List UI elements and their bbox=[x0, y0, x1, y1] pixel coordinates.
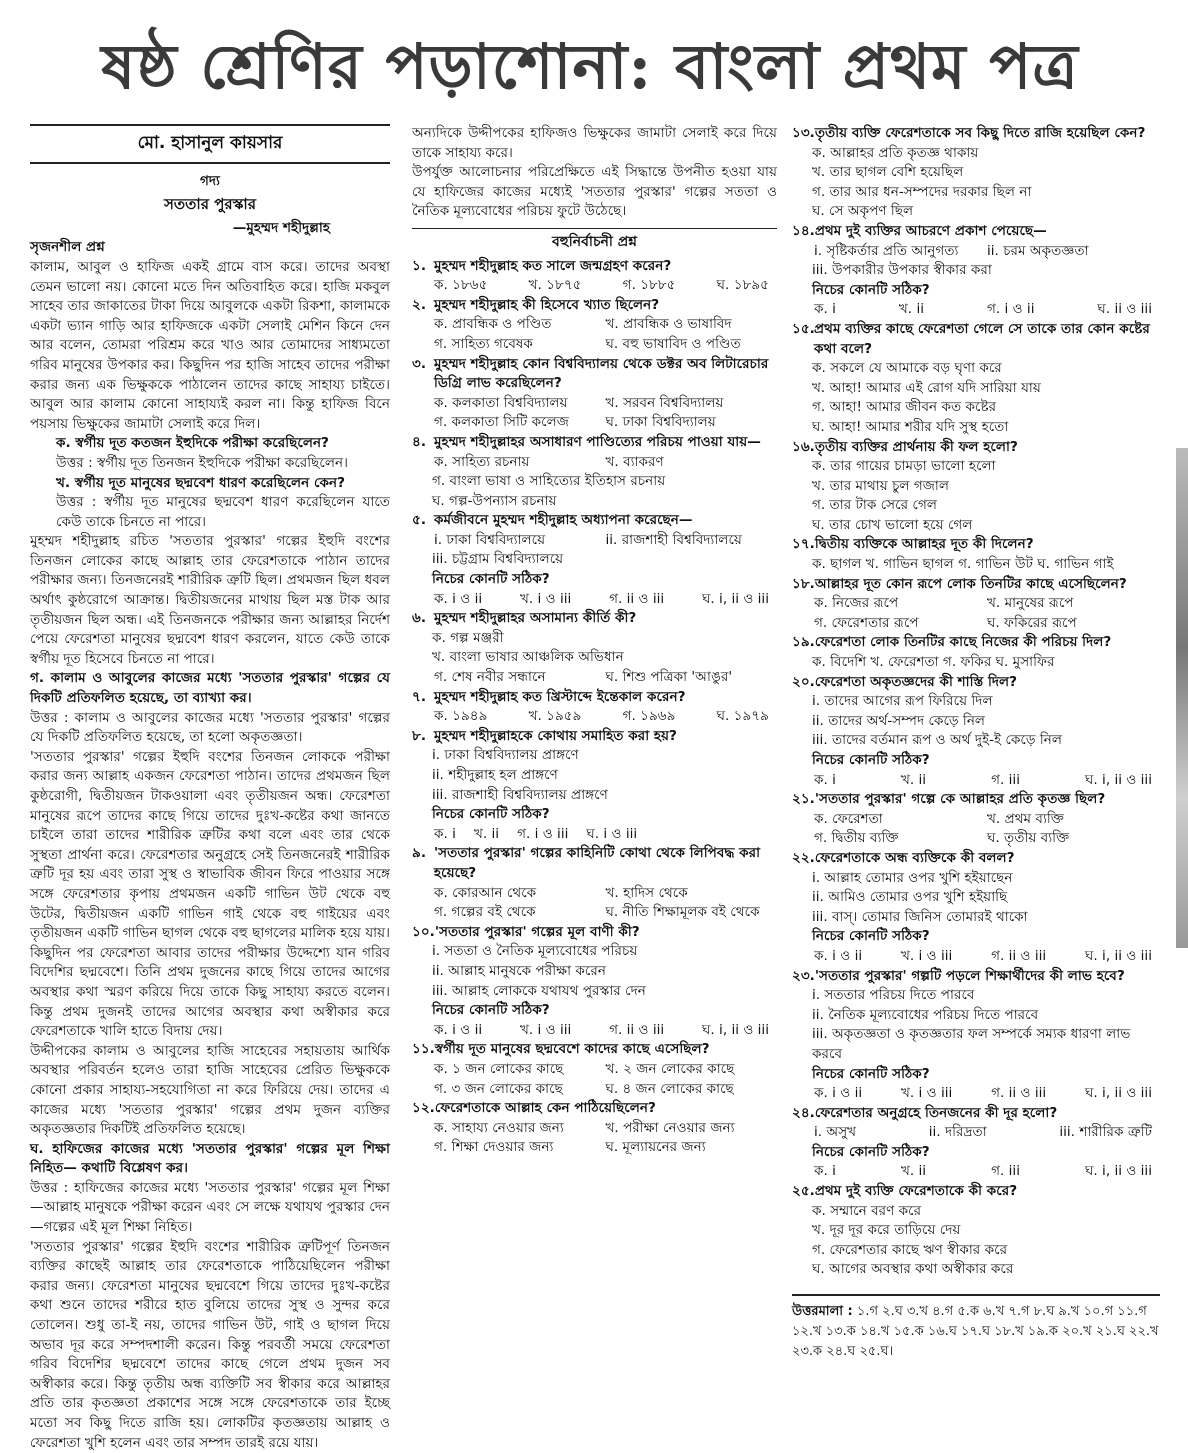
statement: ii. দরিদ্রতা bbox=[928, 1124, 987, 1141]
option: খ. ii bbox=[900, 1163, 927, 1180]
question-gha: ঘ. হাফিজের কাজের মধ্যে 'সততার পুরস্কার' গল্পের মূল শিক্ষা নিহিত— কথাটি বিশ্লেষণ কর। bbox=[30, 1140, 390, 1177]
option: খ. তার ছাগল বেশি হয়েছিল bbox=[812, 164, 964, 181]
option: ক. ১৯৪৯ bbox=[434, 708, 488, 725]
statement: iii. বাস্। তোমার জিনিস তোমারই থাকো bbox=[812, 908, 1028, 925]
question-text: তৃতীয় ব্যক্তির প্রার্থনায় কী ফল হলো? bbox=[814, 438, 1018, 455]
option: ঘ. ঢাকা বিশ্ববিদ্যালয় bbox=[605, 414, 716, 431]
option: ক. সকলে যে আমাকে বড় ঘৃণা করে bbox=[812, 360, 1002, 377]
option: ঘ. মূল্যায়নের জন্য bbox=[605, 1139, 706, 1156]
statement: iii. অকৃতজ্ঞতা ও কৃতজ্ঞতার ফল সম্পর্কে সম্যক ধারণা লাভ করবে bbox=[812, 1026, 1131, 1062]
option: ক. i bbox=[814, 301, 836, 318]
question-text: ফেরেশতা অকৃতজ্ঞদের কী শাস্তি দিল? bbox=[814, 673, 1018, 690]
question-number: ৩. bbox=[412, 355, 427, 372]
mcq-item bbox=[412, 1040, 777, 1099]
statement: i. তাদের আগের রূপ ফিরিয়ে দিল bbox=[812, 693, 993, 710]
question-text: 'সততার পুরস্কার' গল্পের মূল বাণী কী? bbox=[434, 923, 640, 940]
option: গ. iii bbox=[991, 1163, 1020, 1180]
statement: ii. রাজশাহী বিশ্ববিদ্যালয়ে bbox=[605, 531, 742, 548]
option: গ. দ্বিতীয় ব্যক্তি bbox=[814, 830, 899, 847]
option: গ. শেষ নবীর সন্ধানে bbox=[434, 669, 546, 686]
question-number: ১৮. bbox=[792, 575, 815, 592]
option: ঘ. i, ii ও iii bbox=[1085, 771, 1152, 788]
question-text: মুহম্মদ শহীদুল্লাহ কত সালে জন্মগ্রহণ করেন? bbox=[434, 257, 672, 274]
question-number: ২৫. bbox=[792, 1183, 815, 1200]
answer-ga: উত্তর : কালাম ও আবুলের কাজের মধ্যে 'সততার পুরস্কার' গল্পের যে দিকটি প্রতিফলিত হয়েছে, তা হলো অকৃতজ্ঞতা। bbox=[30, 709, 390, 746]
answer-ka: উত্তর : স্বর্গীয় দূত তিনজন ইহুদিকে পরীক্ষা করেছিলেন। bbox=[56, 454, 348, 471]
option: ক. কলকাতা বিশ্ববিদ্যালয় bbox=[434, 394, 568, 411]
question-number: ১৯. bbox=[792, 634, 815, 651]
question-number: ১৫. bbox=[792, 320, 815, 337]
option: ক. ১৮৬৫ bbox=[434, 277, 488, 294]
question-text: 'সততার পুরস্কার' গল্পটি পড়লে শিক্ষার্থীদের কী লাভ হবে? bbox=[814, 967, 1125, 984]
question-number: ১৩. bbox=[792, 125, 815, 141]
option: গ. ১৮৮৫ bbox=[622, 277, 676, 294]
option: ঘ. আগের অবস্থার কথা অস্বীকার করে bbox=[812, 1261, 1014, 1278]
choose-label: নিচের কোনটি সঠিক? bbox=[812, 928, 930, 945]
mcq-item bbox=[792, 849, 1160, 967]
mcq-item bbox=[412, 609, 777, 687]
question-number: ২. bbox=[412, 296, 427, 313]
option: গ. তার টাক সেরে গেল bbox=[812, 497, 937, 514]
option-line: ক. ছাগল খ. গাভিন ছাগল গ. গাভিন উট ঘ. গাভিন গাই bbox=[812, 556, 1114, 573]
mcq-item bbox=[412, 511, 777, 609]
statement: i. সৃষ্টিকর্তার প্রতি আনুগত্য bbox=[814, 242, 959, 259]
option: গ. শিক্ষা দেওয়ার জন্য bbox=[434, 1139, 554, 1156]
option: ক. কোরআন থেকে bbox=[434, 884, 537, 901]
option: ঘ. i, ii ও iii bbox=[1085, 947, 1152, 964]
stem-paragraph: কালাম, আবুল ও হাফিজ একই গ্রামে বাস করে। তাদের অবস্থা তেমন ভালো নয়। কোনো মতে দিন অতিবাহিত করে। হাজি মকবুল সাহেব তার জাকাতের টাকা দিয়ে আবুলকে একটা রিকশা, কালামকে একটা ভ্যান গাড়ি আর হাফিজকে একটা সেলাই মেশিন কিনে দেন আর বলেন, তোমরা পরিশ্রম করে খাও আর তোমাদের সাধ্যমতো গরিব মানুষের উপকার কর। কিছুদিন পর হাজি সাহেব তাদের পরীক্ষা করার জন্য এক ভিক্ষুককে পাঠালেন তাদের কাছে সাহায্য চাইতে। আবুল আর কালাম কোনো সাহায্যই করল না। কিন্তু হাফিজ বিনে পয়সায় ভিক্ষুকের জামাটা সেলাই করে দিল। bbox=[30, 258, 390, 432]
option: ঘ. i, ii ও iii bbox=[1085, 1163, 1152, 1180]
choose-label: নিচের কোনটি সঠিক? bbox=[812, 1143, 930, 1160]
option: খ. হাদিস থেকে bbox=[605, 884, 688, 901]
option: খ. ২ জন লোকের কাছে bbox=[605, 1060, 735, 1077]
option: খ. সরবন বিশ্ববিদ্যালয় bbox=[605, 394, 724, 411]
option: খ. i ও iii bbox=[519, 590, 572, 607]
statement: i. সততা ও নৈতিক মূল্যবোধের পরিচয় bbox=[432, 943, 638, 960]
column-3 bbox=[792, 124, 1160, 1389]
question-number: ১৭. bbox=[792, 536, 815, 553]
question-text: প্রথম দুই ব্যক্তি ফেরেশতাকে কী করে? bbox=[814, 1183, 1018, 1200]
question-number: ২২. bbox=[792, 849, 815, 866]
question-text: মুহম্মদ শহীদুল্লাহ কী হিসেবে খ্যাত ছিলেন? bbox=[434, 296, 660, 313]
mcq-heading: বহুনির্বাচনী প্রশ্ন bbox=[412, 228, 777, 253]
option: ক. i ও ii bbox=[814, 1085, 863, 1102]
option: খ. ১৯৫৯ bbox=[528, 708, 582, 725]
option: ঘ. i ও iii bbox=[586, 825, 638, 842]
option: ক. i bbox=[814, 771, 836, 788]
option: খ. ii bbox=[900, 771, 927, 788]
option: গ. i ও ii bbox=[986, 301, 1035, 318]
statement: i. ঢাকা বিশ্ববিদ্যালয়ে bbox=[434, 531, 546, 548]
question-text: আল্লাহর দূত কোন রূপে লোক তিনটির কাছে এসেছিলেন? bbox=[814, 575, 1127, 592]
option: ক. i ও ii bbox=[434, 1021, 483, 1038]
option: ক. ফেরেশতা bbox=[814, 810, 883, 827]
question-number: ১১. bbox=[412, 1041, 435, 1058]
statement: iii. আল্লাহ লোককে যথাযথ পুরস্কার দেন bbox=[432, 982, 646, 999]
mcq-item bbox=[412, 844, 777, 922]
option: ঘ. তৃতীয় ব্যক্তি bbox=[987, 830, 1070, 847]
question-number: ২৪. bbox=[792, 1104, 815, 1121]
column-1 bbox=[30, 124, 390, 1451]
question-number: ১. bbox=[412, 257, 426, 274]
adjacent-page-edge bbox=[1170, 0, 1185, 1392]
option: ক. সম্মানে বরণ করে bbox=[812, 1202, 922, 1219]
choose-label: নিচের কোনটি সঠিক? bbox=[812, 281, 930, 298]
mcq-item bbox=[412, 257, 777, 296]
option: ঘ. i, ii ও iii bbox=[1085, 1085, 1152, 1102]
option: গ. আহা! আমার জীবন কত কষ্টের bbox=[812, 399, 997, 416]
question-text: মুহম্মদ শহীদুল্লাহর অসাধারণ পাণ্ডিত্যের পরিচয় পাওয়া যায়— bbox=[434, 433, 761, 450]
option: গ. ii ও iii bbox=[609, 590, 665, 607]
question-number: ১৪. bbox=[792, 222, 815, 239]
option: ঘ. ১৯৭৯ bbox=[716, 708, 769, 725]
option: ঘ. শিশু পত্রিকা 'আঙুর' bbox=[605, 669, 733, 686]
answer-ga-paragraph-2: উদ্দীপকের কালাম ও আবুলের হাজি সাহেবের সহায়তায় আর্থিক অবস্থার পরিবর্তন হলেও তারা হাজি সাহেবের প্রেরিত ভিক্ষুককে কোনো প্রকার সাহায্য-সহযোগিতা না করে ফিরিয়ে দেয়। তাদের এ কাজের মধ্যে 'সততার পুরস্কার' গল্পের প্রথম দুজন ব্যক্তির অকৃতজ্ঞতার দিকটিই প্রতিফলিত হয়েছে। bbox=[30, 1042, 390, 1138]
option: খ. মানুষের রূপে bbox=[987, 595, 1074, 612]
question-text: ফেরেশতাকে অন্ধ ব্যক্তিকে কী বলল? bbox=[814, 849, 1015, 866]
author-byline: মো. হাসানুল কায়সার bbox=[30, 124, 390, 164]
option: খ. প্রথম ব্যক্তি bbox=[987, 810, 1064, 827]
option: ঘ. নীতি শিক্ষামূলক বই থেকে bbox=[605, 904, 760, 921]
option: ক. i bbox=[434, 825, 456, 842]
question-text: 'সততার পুরস্কার' গল্পে কে আল্লাহর প্রতি কৃতজ্ঞ ছিল? bbox=[814, 791, 1106, 808]
answer-gha-paragraph-2: অন্যদিকে উদ্দীপকের হাফিজও ভিক্ষুকের জামাটা সেলাই করে দিয়ে তাকে সাহায্য করে। bbox=[412, 125, 777, 161]
mcq-item bbox=[792, 535, 1160, 574]
question-number: ১৬. bbox=[792, 438, 815, 455]
mcq-item bbox=[792, 222, 1160, 320]
option: ক. গল্প মঞ্জরী bbox=[432, 629, 504, 646]
option: গ. ii ও iii bbox=[991, 947, 1047, 964]
answer-gha-paragraph-3: উপর্যুক্ত আলোচনার পরিপ্রেক্ষিতে এই সিদ্ধান্তে উপনীত হওয়া যায় যে হাফিজের কাজের মধ্যেই 'সততার পুরস্কার' গল্পের সততা ও নৈতিক মূল্যবোধের পরিচয় ফুটে উঠেছে। bbox=[412, 164, 777, 220]
question-text: মুহম্মদ শহীদুল্লাহ কোন বিশ্ববিদ্যালয় থেকে ডক্টর অব লিটারেচার ডিগ্রি লাভ করেছিলেন? bbox=[434, 355, 769, 392]
question-number: ৯. bbox=[412, 845, 426, 862]
statement: iii. রাজশাহী বিশ্ববিদ্যালয় প্রাঙ্গণে bbox=[432, 786, 608, 803]
option: ঘ. ১৮৯৫ bbox=[716, 277, 769, 294]
option: গ. ii ও iii bbox=[609, 1021, 665, 1038]
option: খ. ব্যাকরণ bbox=[605, 453, 664, 470]
question-text: কর্মজীবনে মুহম্মদ শহীদুল্লাহ অধ্যাপনা করেছেন— bbox=[434, 512, 693, 529]
question-number: ৮. bbox=[412, 727, 426, 744]
answer-gha: উত্তর : হাফিজের কাজের মধ্যে 'সততার পুরস্কার' গল্পের মূল শিক্ষা—আল্লাহ মানুষকে পরীক্ষা করেন এবং সে লক্ষে যথাযথ পুরস্কার দেন—গল্পের এই মূল শিক্ষা নিহিত। bbox=[30, 1179, 390, 1236]
option: গ. ১৯৬৯ bbox=[622, 708, 676, 725]
option: ঘ. i, ii ও iii bbox=[702, 590, 769, 607]
answer-ga-paragraph-1: 'সততার পুরস্কার' গল্পের ইহুদি বংশের তিনজন লোককে পরীক্ষা করার জন্য আল্লাহ একজন ফেরেশতা পাঠান। তাদের প্রথমজন ছিল কুষ্ঠরোগী, দ্বিতীয়জন টাকওয়ালা এবং তৃতীয়জন অন্ধ। ফেরেশতা মানুষের রূপে তাদের কাছে গিয়ে তাদের দুঃখ-কষ্টের কথা জানতে চাইলে তারা তাদের শারীরিক ত্রুটির কথা বলে এবং তার থেকে সুস্থতা প্রার্থনা করে। ফেরেশতার অনুগ্রহে সেই তিনজনেরই শারীরিক ত্রুটি দূর হয় এবং তারা সুস্থ ও স্বাভাবিক জীবন ফিরে পাওয়ার সঙ্গে সঙ্গে ফেরেশতার কৃপায় প্রথমজন একটি গাভিন উট থেকে বহু উটের, দ্বিতীয়জন একটি গাভিন গাই থেকে বহু গাইয়ের এবং তৃতীয়জন একটি গাভিন ছাগল থেকে বহু ছাগলের মালিক হয়ে যায়। কিছুদিন পর ফেরেশতা আবার তাদের পরীক্ষার উদ্দেশ্যে যান গরিব বিদেশির ছদ্মবেশে। তিনি প্রথম দুজনের কাছে গিয়ে তাদের আগের অবস্থার কথা স্মরণ করিয়ে দিয়ে তাকে কিছু সাহায্য করতে বলেন। কিন্তু প্রথম দুজনই তাদের আগের অবস্থার কথা অস্বীকার করে ফেরেশতাকে খালি হাতে বিদায় দেয়। bbox=[30, 748, 390, 1040]
question-number: ২৩. bbox=[792, 967, 815, 984]
option: ঘ. তার চোখ ভালো হয়ে গেল bbox=[812, 516, 973, 533]
option: ঘ. i, ii ও iii bbox=[702, 1021, 769, 1038]
mcq-item bbox=[792, 633, 1160, 672]
question-text: ফেরেশতার অনুগ্রহে তিনজনের কী দূর হলো? bbox=[814, 1104, 1058, 1121]
question-text: দ্বিতীয় ব্যক্তিকে আল্লাহর দূত কী দিলেন? bbox=[814, 536, 1034, 553]
question-text: মুহম্মদ শহীদুল্লাহ কত খ্রিস্টাব্দে ইন্তেকাল করেন? bbox=[434, 688, 686, 705]
answer-gha-paragraph-1: 'সততার পুরস্কার' গল্পের ইহুদি বংশের শারীরিক ত্রুটিপূর্ণ তিনজন ব্যক্তির কাছেই আল্লাহ তার ফেরেশতাকে পাঠিয়েছিলেন পরীক্ষা করার জন্য। ফেরেশতা মানুষের ছদ্মবেশে গিয়ে তাদের দুঃখ-কষ্টের কথা শুনে তাদের শরীরে হাত বুলিয়ে তাদের সুস্থ ও সুন্দর করে তোলেন। শুধু তা-ই নয়, তাদের গাভিন উট, গাই ও ছাগল দিয়ে অভাব দূর করে সম্পদশালী করেন। কিন্তু পরবর্তী সময়ে ফেরেশতা গরিব বিদেশির ছদ্মবেশে তাদের কাছে গেলে প্রথম দুজন সব অস্বীকার করে। কিন্তু তৃতীয় অন্ধ ব্যক্তিটি সব স্বীকার করে আল্লাহর প্রতি তার কৃতজ্ঞতা প্রকাশের সঙ্গে সঙ্গে ফেরেশতাকে তার ইচ্ছে মতো সব কিছু দিতে রাজি হয়। লোকটির কৃতজ্ঞতায় আল্লাহ ও ফেরেশতা খুশি হলেন এবং তার সম্পদ তারই রয়ে যায়। bbox=[30, 1238, 390, 1451]
statement: iii. চট্টগ্রাম বিশ্ববিদ্যালয়ে bbox=[432, 551, 564, 568]
question-number: ২১. bbox=[792, 791, 815, 808]
statement: iii. উপকারীর উপকার স্বীকার করা bbox=[812, 262, 992, 279]
answer-key-values: ১.গ ২.ঘ ৩.খ ৪.গ ৫.ক ৬.খ ৭.গ ৮.ঘ ৯.খ ১০.গ ১১.গ ১২.খ ১৩.ক ১৪.খ ১৫.ক ১৬.ঘ ১৭.ঘ ১৮.খ ১৯.ক ২০.খ ২১.ঘ ২২.খ ২৩.ক ২৪.ঘ ২৫.ঘ। bbox=[792, 1304, 1159, 1360]
mcq-item bbox=[412, 688, 777, 727]
option: গ. ফেরেশতার রূপে bbox=[814, 614, 919, 631]
mcq-item bbox=[792, 1182, 1160, 1280]
mcq-item bbox=[792, 967, 1160, 1104]
option: খ. i ও iii bbox=[519, 1021, 572, 1038]
mcq-item bbox=[412, 1099, 777, 1158]
option: গ. iii bbox=[991, 771, 1020, 788]
option: ক. আল্লাহর প্রতি কৃতজ্ঞ থাকায় bbox=[812, 144, 979, 161]
statement: ii. আমিও তোমার ওপর খুশি হইয়াছি bbox=[812, 889, 1008, 906]
statement: i. সততার পরিচয় দিতে পারবে bbox=[812, 987, 975, 1004]
mcq-item bbox=[412, 296, 777, 355]
option: ঘ. ৪ জন লোকের কাছে bbox=[605, 1080, 734, 1097]
mcq-item bbox=[792, 124, 1160, 222]
option: খ. ১৮৭৫ bbox=[528, 277, 582, 294]
option: ক. নিজের রূপে bbox=[814, 595, 899, 612]
question-kha: খ. স্বর্গীয় দূত মানুষের ছদ্মবেশ ধারণ করেছিলেন কেন? bbox=[56, 474, 346, 491]
option: গ. বাংলা ভাষা ও সাহিত্যের ইতিহাস রচনায় bbox=[432, 473, 666, 490]
option: ঘ. বহু ভাষাবিদ ও পণ্ডিত bbox=[605, 335, 741, 352]
mcq-item bbox=[792, 1104, 1160, 1182]
option: গ. ফেরেশতার কাছে ঋণ স্বীকার করে bbox=[812, 1241, 1008, 1258]
question-number: ৭. bbox=[412, 688, 427, 705]
question-text: মুহম্মদ শহীদুল্লাহকে কোথায় সমাহিত করা হয়? bbox=[434, 727, 677, 744]
option: খ. পরীক্ষা নেওয়ার জন্য bbox=[605, 1119, 735, 1136]
option: গ. ৩ জন লোকের কাছে bbox=[434, 1080, 563, 1097]
mcq-item bbox=[412, 727, 777, 845]
option: ঘ. ii ও iii bbox=[1097, 301, 1152, 318]
mcq-item bbox=[792, 438, 1160, 536]
choose-label: নিচের কোনটি সঠিক? bbox=[432, 1002, 550, 1019]
mcq-item bbox=[412, 433, 777, 511]
option: খ. i ও iii bbox=[900, 1085, 953, 1102]
option: ঘ. গল্প-উপন্যাস রচনায় bbox=[432, 492, 557, 509]
mcq-item bbox=[792, 790, 1160, 849]
statement: i. ঢাকা বিশ্ববিদ্যালয় প্রাঙ্গণে bbox=[432, 747, 579, 764]
option: গ. i ও iii bbox=[517, 825, 569, 842]
question-number: ৫. bbox=[412, 512, 426, 529]
statement: ii. চরম অকৃতজ্ঞতা bbox=[987, 242, 1089, 259]
question-ka: ক. স্বর্গীয় দূত কতজন ইহুদিকে পরীক্ষা করেছিলেন? bbox=[56, 435, 329, 452]
statement: ii. শহীদুল্লাহ হল প্রাঙ্গণে bbox=[432, 767, 558, 783]
question-text: তৃতীয় ব্যক্তি ফেরেশতাকে সব কিছু দিতে রাজি হয়েছিল কেন? bbox=[814, 125, 1146, 141]
answer-key bbox=[792, 1294, 1160, 1362]
question-ga: গ. কালাম ও আবুলের কাজের মধ্যে 'সততার পুরস্কার' গল্পের যে দিকটি প্রতিফলিত হয়েছে, তা ব্যাখ্যা কর। bbox=[30, 670, 390, 707]
option: খ. ii bbox=[898, 301, 924, 318]
question-text: মুহম্মদ শহীদুল্লাহর অসামান্য কীর্তি কী? bbox=[434, 610, 637, 627]
statement: i. আল্লাহ তোমার ওপর খুশি হইয়াছেন bbox=[812, 869, 1013, 886]
question-text: প্রথম দুই ব্যক্তির আচরণে প্রকাশ পেয়েছে— bbox=[814, 222, 1047, 239]
option: গ. সাহিত্য গবেষক bbox=[434, 335, 533, 352]
creative-heading: সৃজনশীল প্রশ্ন bbox=[30, 239, 105, 256]
option: গ. ii ও iii bbox=[991, 1085, 1047, 1102]
option: ক. i ও ii bbox=[814, 947, 863, 964]
option: ক. i bbox=[814, 1163, 836, 1180]
option: ঘ. ফকিরের রূপে bbox=[987, 614, 1077, 631]
choose-label: নিচের কোনটি সঠিক? bbox=[812, 1065, 930, 1082]
mcq-item bbox=[792, 575, 1160, 634]
option: ক. i ও ii bbox=[434, 590, 483, 607]
answer-kha-paragraph: মুহম্মদ শহীদুল্লাহ রচিত 'সততার পুরস্কার' গল্পের ইহুদি বংশের তিনজন লোকের কাছে আল্লাহ তার ফেরেশতাকে পাঠান তাদের পরীক্ষার জন্য। তিনজনেরই শারীরিক ত্রুটি ছিল। প্রথমজন ছিল ধবল অর্থাৎ কুষ্ঠরোগে আক্রান্ত। দ্বিতীয়জনের মাথায় ছিল মস্ত টাক আর তৃতীয়জন ছিল অন্ধ। এই তিনজনকে পরীক্ষার জন্য আল্লাহর নির্দেশ পেয়ে ফেরেশতা মানুষের ছদ্মবেশ ধারণ করলেন, যাতে কেউ তাকে স্বর্গীয় দূত হিসেবে চিনতে না পারে। bbox=[30, 533, 390, 667]
mcq-item bbox=[412, 355, 777, 433]
column-2 bbox=[412, 124, 777, 1389]
option: ক. সাহায্য নেওয়ার জন্য bbox=[434, 1119, 564, 1136]
question-text: ফেরেশতা লোক তিনটির কাছে নিজের কী পরিচয় দিল? bbox=[814, 634, 1112, 651]
statement: ii. তাদের অর্থ-সম্পদ কেড়ে নিল bbox=[812, 712, 986, 729]
option: গ. কলকাতা সিটি কলেজ bbox=[434, 414, 569, 431]
page-headline: ষষ্ঠ শ্রেণির পড়াশোনা: বাংলা প্রথম পত্র bbox=[101, 30, 1079, 103]
question-text: ফেরেশতাকে আল্লাহ কেন পাঠিয়েছিলেন? bbox=[434, 1100, 656, 1117]
choose-label: নিচের কোনটি সঠিক? bbox=[812, 752, 930, 768]
option: ঘ. আহা! আমার শরীর যদি সুস্থ হতো bbox=[812, 418, 1009, 435]
question-number: ১২. bbox=[412, 1100, 435, 1117]
statement: iii. শারীরিক ত্রুটি bbox=[1059, 1124, 1152, 1141]
option: ক. ১ জন লোকের কাছে bbox=[434, 1060, 564, 1077]
statement: i. অসুখ bbox=[814, 1124, 857, 1141]
answer-kha: উত্তর : স্বর্গীয় দূত মানুষের ছদ্মবেশ ধারণ করেছিলেন যাতে কেউ তাকে চিনতে না পারে। bbox=[56, 494, 390, 530]
adjacent-photo bbox=[1176, 448, 1188, 948]
story-title: সততার পুরস্কার bbox=[163, 195, 257, 214]
question-number: ৪. bbox=[412, 433, 426, 450]
option: খ. তার মাথায় চুল গজাল bbox=[812, 477, 950, 494]
mcq-item bbox=[792, 320, 1160, 438]
question-text: 'সততার পুরস্কার' গল্পের কাহিনিটি কোথা থেকে লিপিবদ্ধ করা হয়েছে? bbox=[434, 845, 761, 881]
mcq-item bbox=[412, 923, 777, 1041]
mcq-item bbox=[792, 673, 1160, 791]
option: খ. আহা! আমার এই রোগ যদি সারিয়া যায় bbox=[812, 379, 1041, 396]
question-number: ২০. bbox=[792, 673, 815, 690]
statement: iii. তাদের বর্তমান রূপ ও অর্থ দুই-ই কেড়ে নিল bbox=[812, 732, 1063, 749]
option: ক. প্রাবন্ধিক ও পণ্ডিত bbox=[434, 316, 552, 333]
answer-key-label: উত্তরমালা : bbox=[792, 1304, 853, 1320]
option: খ. ii bbox=[473, 825, 500, 842]
question-number: ৬. bbox=[412, 610, 427, 627]
option: খ. বাংলা ভাষার আঞ্চলিক অভিধান bbox=[432, 649, 624, 666]
question-text: স্বর্গীয় দূত মানুষের ছদ্মবেশে কাদের কাছে এসেছিল? bbox=[434, 1041, 710, 1058]
option: ক. তার গায়ের চামড়া ভালো হলো bbox=[812, 458, 996, 475]
option: খ. i ও iii bbox=[900, 947, 953, 964]
question-number: ১০. bbox=[412, 923, 435, 940]
choose-label: নিচের কোনটি সঠিক? bbox=[432, 571, 550, 588]
option: খ. প্রাবন্ধিক ও ভাষাবিদ bbox=[605, 316, 732, 333]
option: ক. সাহিত্য রচনায় bbox=[434, 453, 530, 470]
section-label: গদ্য bbox=[200, 172, 220, 189]
choose-label: নিচের কোনটি সঠিক? bbox=[432, 806, 550, 823]
story-author: —মুহম্মদ শহীদুল্লাহ bbox=[232, 219, 330, 236]
option: খ. দূর দূর করে তাড়িয়ে দেয় bbox=[812, 1222, 961, 1239]
option-line: ক. বিদেশি খ. ফেরেশতা গ. ফকির ঘ. মুসাফির bbox=[812, 654, 1055, 671]
statement: ii. নৈতিক মূল্যবোধের পরিচয় দিতে পারবে bbox=[812, 1006, 1039, 1023]
option: গ. গল্পের বই থেকে bbox=[434, 904, 536, 921]
option: গ. তার আর ধন-সম্পদের দরকার ছিল না bbox=[812, 183, 1032, 200]
question-text: প্রথম ব্যক্তির কাছে ফেরেশতা গেলে সে তাকে তার কোন কষ্টের কথা বলে? bbox=[814, 320, 1150, 357]
option: ঘ. সে অকৃপণ ছিল bbox=[812, 203, 914, 220]
statement: ii. আল্লাহ মানুষকে পরীক্ষা করেন bbox=[432, 962, 606, 979]
